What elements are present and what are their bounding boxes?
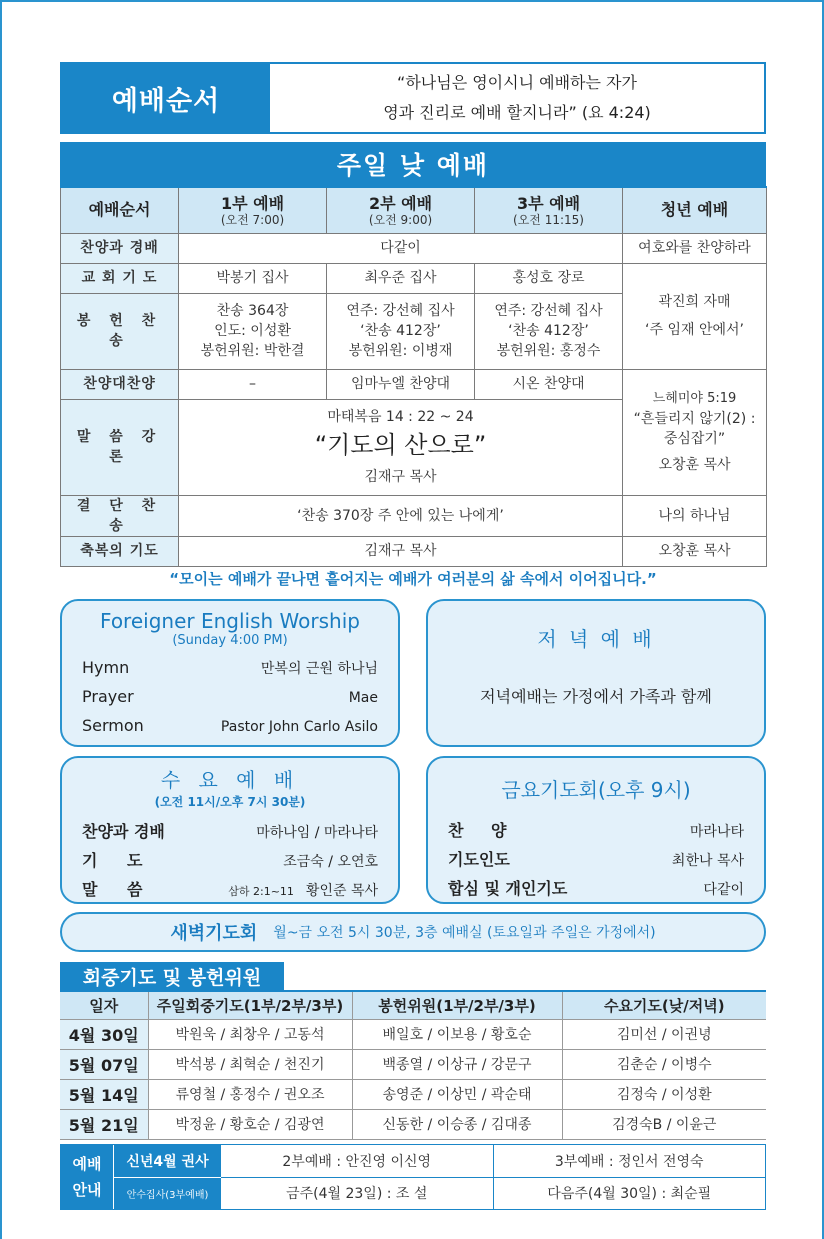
blessing-all: 김재구 목사 (179, 536, 623, 566)
english-row-prayer: Prayer Mae (82, 687, 378, 706)
dawn-prayer-box (60, 912, 766, 952)
sunday-service-table (60, 186, 767, 567)
guide-label: 예배 안내 (61, 1145, 113, 1209)
choir-s3: 시온 찬양대 (475, 369, 623, 399)
blessing-youth: 오창훈 목사 (623, 536, 767, 566)
choir-s2: 임마누엘 찬양대 (327, 369, 475, 399)
col-service-1: 1부 예배 (220, 193, 285, 213)
guide-role-deaconess: 신년4월 권사 (114, 1145, 221, 1178)
english-row-hymn: Hymn 만복의 근원 하나님 (82, 658, 378, 677)
evening-text: 저녁예배는 가정에서 가족과 함께 (480, 687, 712, 706)
decision-youth: 나의 하나님 (623, 495, 767, 536)
english-time: (Sunday 4:00 PM) (172, 633, 288, 648)
wednesday-row-prayer: 기 도 조금숙 / 오연호 (82, 851, 378, 870)
evening-worship-box (426, 599, 766, 747)
offering-youth-line2: ‘주 임재 안에서’ (645, 322, 744, 338)
table-header-row (61, 187, 767, 233)
guide-row2-b: 다음주(4월 30일) : 최순필 (547, 1186, 712, 1203)
decision-label: 결 단 찬 송 (61, 495, 179, 536)
friday-row-together: 합심 및 개인기도 다같이 (448, 879, 744, 898)
friday-row-leader: 기도인도 최한나 목사 (448, 850, 744, 869)
guide-roles (113, 1145, 221, 1209)
wednesday-worship-box (60, 756, 400, 904)
sermon-main (179, 399, 623, 495)
col-service-3-time: (오전 11:15) (513, 212, 584, 227)
english-title: Foreigner English Worship (100, 609, 360, 633)
col-youth: 청년 예배 (660, 199, 729, 219)
table-row: 5월 21일 박정윤 / 황호순 / 김광연 신동한 / 이승종 / 김대종 김경숙B / 이윤근 (60, 1109, 766, 1139)
col-service-2: 2부 예배 (368, 193, 433, 213)
offering-youth-line1: 곽진희 자매 (658, 294, 731, 310)
prayer-row (61, 263, 767, 293)
blessing-row (61, 536, 767, 566)
roster-title: 회중기도 및 봉헌위원 (60, 962, 284, 990)
praise-row (61, 233, 767, 263)
table-row: 5월 14일 류영철 / 홍정수 / 권오조 송영준 / 이상민 / 곽순태 김정숙 / 이성환 (60, 1079, 766, 1109)
choir-row (61, 369, 767, 399)
friday-prayer-box (426, 756, 766, 904)
friday-title: 금요기도회(오후 9시) (501, 778, 691, 802)
roster-table (60, 990, 766, 1140)
service-guide (60, 1144, 766, 1210)
offering-label: 봉 헌 찬 송 (61, 293, 179, 369)
prayer-s2: 최우준 집사 (327, 263, 475, 293)
sermon-youth: 느헤미야 5:19 “흔들리지 않기(2) : 중심잡기” 오창훈 목사 (623, 369, 767, 495)
roster-header-row: 일자 주일회중기도(1부/2부/3부) 봉헌위원(1부/2부/3부) 수요기도(낮/저녁) (60, 991, 766, 1019)
sermon-scripture: 마태복음 14 : 22 ~ 24 (327, 409, 474, 425)
quote-line-1: “하나님은 영이시니 예배하는 자가 (397, 73, 637, 92)
friday-row-praise: 찬 양 마라나타 (448, 821, 744, 840)
prayer-s1: 박봉기 집사 (179, 263, 327, 293)
guide-row1-a: 2부예배 : 안진영 이신영 (221, 1145, 494, 1177)
col-service-2-time: (오전 9:00) (368, 212, 433, 227)
motto-text: “모이는 예배가 끝나면 흩어지는 예배가 여러분의 삶 속에서 이어집니다.” (169, 570, 657, 588)
col-service-3: 3부 예배 (516, 193, 581, 213)
quote-line-2: 영과 진리로 예배 할지니라” (요 4:24) (383, 103, 651, 122)
dawn-title: 새벽기도회 (170, 923, 258, 944)
col-order: 예배순서 (88, 199, 151, 219)
praise-all: 다같이 (179, 233, 623, 263)
dawn-text: 월~금 오전 5시 30분, 3층 예배실 (토요일과 주일은 가정에서) (273, 925, 656, 941)
sermon-title: “기도의 산으로” (314, 431, 487, 459)
offering-youth (623, 263, 767, 369)
prayer-s3: 홍성호 장로 (475, 263, 623, 293)
table-row: 4월 30일 박원욱 / 최창우 / 고동석 배일호 / 이보용 / 황호순 김미선 / 이권녕 (60, 1019, 766, 1049)
guide-row1-b: 3부예배 : 정인서 전영숙 (554, 1153, 704, 1170)
offering-s2: 연주: 강선혜 집사 ‘찬송 412장’ 봉헌위원: 이병재 (327, 293, 475, 369)
guide-assignments (221, 1145, 765, 1209)
praise-label: 찬양과 경배 (61, 233, 179, 263)
sermon-label: 말 씀 강 론 (61, 399, 179, 495)
offering-s3: 연주: 강선혜 집사 ‘찬송 412장’ 봉헌위원: 홍정수 (475, 293, 623, 369)
decision-all: ‘찬송 370장 주 안에 있는 나에게’ (179, 495, 623, 536)
wednesday-row-praise: 찬양과 경배 마하나임 / 마라나타 (82, 822, 378, 841)
header-title: 예배순서 (62, 64, 270, 132)
english-worship-box (60, 599, 400, 747)
header-quote (270, 64, 764, 132)
guide-role-deacon: 안수집사(3부예배) (114, 1178, 221, 1210)
blessing-label: 축복의 기도 (61, 536, 179, 566)
prayer-label: 교 회 기 도 (61, 263, 179, 293)
choir-label: 찬양대찬양 (61, 369, 179, 399)
sermon-preacher: 김재구 목사 (364, 469, 437, 485)
wednesday-title: 수 요 예 배 (160, 768, 300, 792)
decision-row (61, 495, 767, 536)
praise-youth: 여호와를 찬양하라 (623, 233, 767, 263)
guide-row2-a: 금주(4월 23일) : 조 설 (221, 1178, 494, 1210)
sunday-service-banner: 주일 낮 예배 (60, 142, 766, 186)
offering-s1: 찬송 364장 인도: 이성환 봉헌위원: 박한결 (179, 293, 327, 369)
english-row-sermon: Sermon Pastor John Carlo Asilo (82, 716, 378, 735)
evening-title: 저 녁 예 배 (537, 627, 655, 651)
wednesday-time: (오전 11시/오후 7시 30분) (154, 795, 306, 809)
order-of-service-header (60, 62, 766, 134)
wednesday-row-word: 말 씀 삼하 2:1~11 황인준 목사 (82, 880, 378, 899)
col-service-1-time: (오전 7:00) (220, 212, 285, 227)
choir-s1: – (179, 369, 327, 399)
table-row: 5월 07일 박석봉 / 최혁순 / 천진기 백종열 / 이상규 / 강문구 김춘순 / 이병수 (60, 1049, 766, 1079)
